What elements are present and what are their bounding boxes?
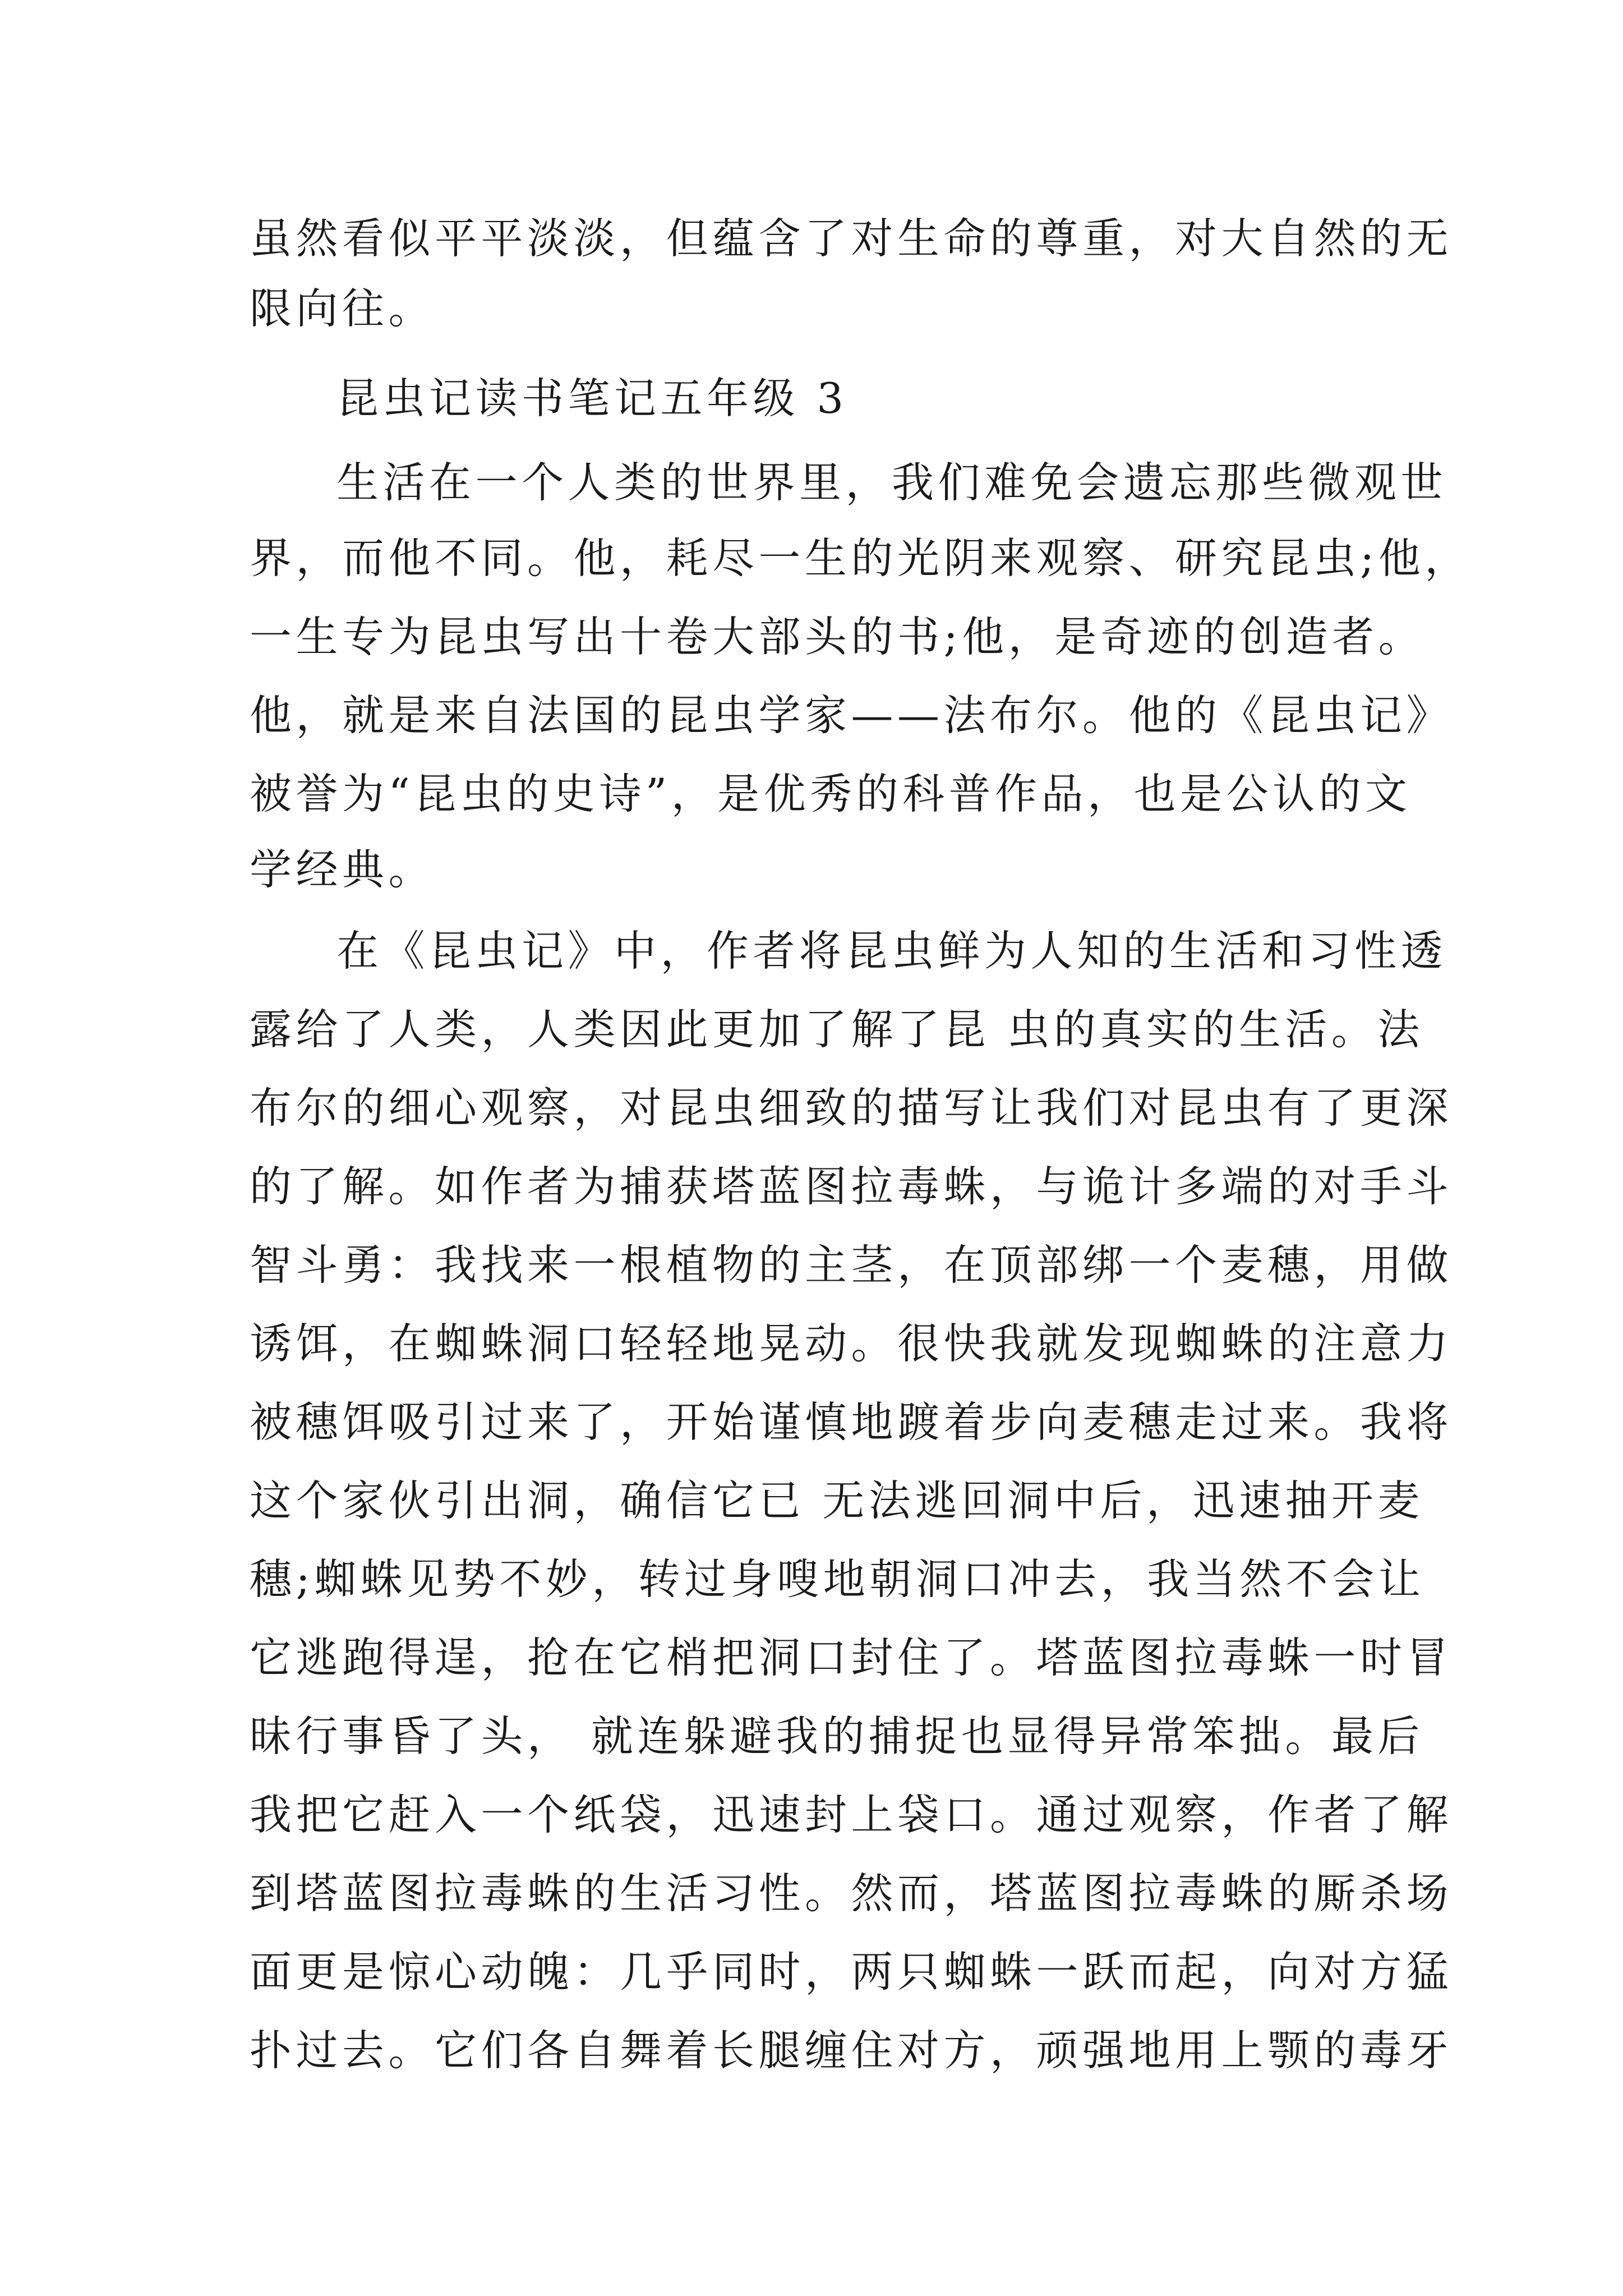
- text-line: 被誉为“昆虫的史诗”，是优秀的科普作品，也是公认的文: [250, 769, 1412, 818]
- text-line: 这个家伙引出洞，确信它已 无法逃回洞中后，迅速抽开麦: [250, 1476, 1424, 1525]
- text-line: 布尔的细心观察，对昆虫细致的描写让我们对昆虫有了更深: [250, 1083, 1453, 1133]
- text-line: 一生专为昆虫写出十卷大部头的书;他，是奇迹的创造者。: [250, 612, 1425, 661]
- text-line: 限向往。: [250, 284, 435, 333]
- text-line: 面更是惊心动魄：几乎同时，两只蜘蛛一跃而起，向对方猛: [250, 1947, 1453, 1996]
- text-line: 在《昆虫记》中，作者将昆虫鲜为人知的生活和习性透: [336, 926, 1447, 976]
- text-line: 露给了人类，人类因此更加了解了昆 虫的真实的生活。法: [250, 1005, 1424, 1054]
- text-line: 到塔蓝图拉毒蛛的生活习性。然而，塔蓝图拉毒蛛的厮杀场: [250, 1869, 1453, 1918]
- text-line: 扑过去。它们各自舞着长腿缠住对方，顽强地用上颚的毒牙: [250, 2026, 1453, 2075]
- text-line: 穗;蜘蛛见势不妙，转过身嗖地朝洞口冲去，我当然不会让: [250, 1554, 1425, 1604]
- text-line: 界，而他不同。他，耗尽一生的光阴来观察、研究昆虫;他，: [250, 533, 1471, 583]
- text-line: 智斗勇：我找来一根植物的主茎，在顶部绑一个麦穗，用做: [250, 1240, 1453, 1290]
- section-heading: 昆虫记读书笔记五年级 3: [336, 374, 848, 423]
- text-line: 它逃跑得逞，抢在它梢把洞口封住了。塔蓝图拉毒蛛一时冒: [250, 1633, 1453, 1682]
- text-line: 昧行事昏了头， 就连躲避我的捕捉也显得异常笨拙。最后: [250, 1711, 1424, 1761]
- text-line: 被穗饵吸引过来了，开始谨慎地踱着步向麦穗走过来。我将: [250, 1397, 1453, 1447]
- text-line: 虽然看似平平淡淡，但蕴含了对生命的尊重，对大自然的无: [250, 214, 1453, 263]
- text-line: 他，就是来自法国的昆虫学家——法布尔。他的《昆虫记》: [250, 691, 1453, 740]
- text-line: 的了解。如作者为捕获塔蓝图拉毒蛛，与诡计多端的对手斗: [250, 1162, 1453, 1211]
- text-line: 学经典。: [250, 845, 435, 894]
- text-line: 生活在一个人类的世界里，我们难免会遗忘那些微观世: [336, 458, 1447, 507]
- text-line: 我把它赶入一个纸袋，迅速封上袋口。通过观察，作者了解: [250, 1790, 1453, 1839]
- text-line: 诱饵，在蜘蛛洞口轻轻地晃动。很快我就发现蜘蛛的注意力: [250, 1319, 1453, 1368]
